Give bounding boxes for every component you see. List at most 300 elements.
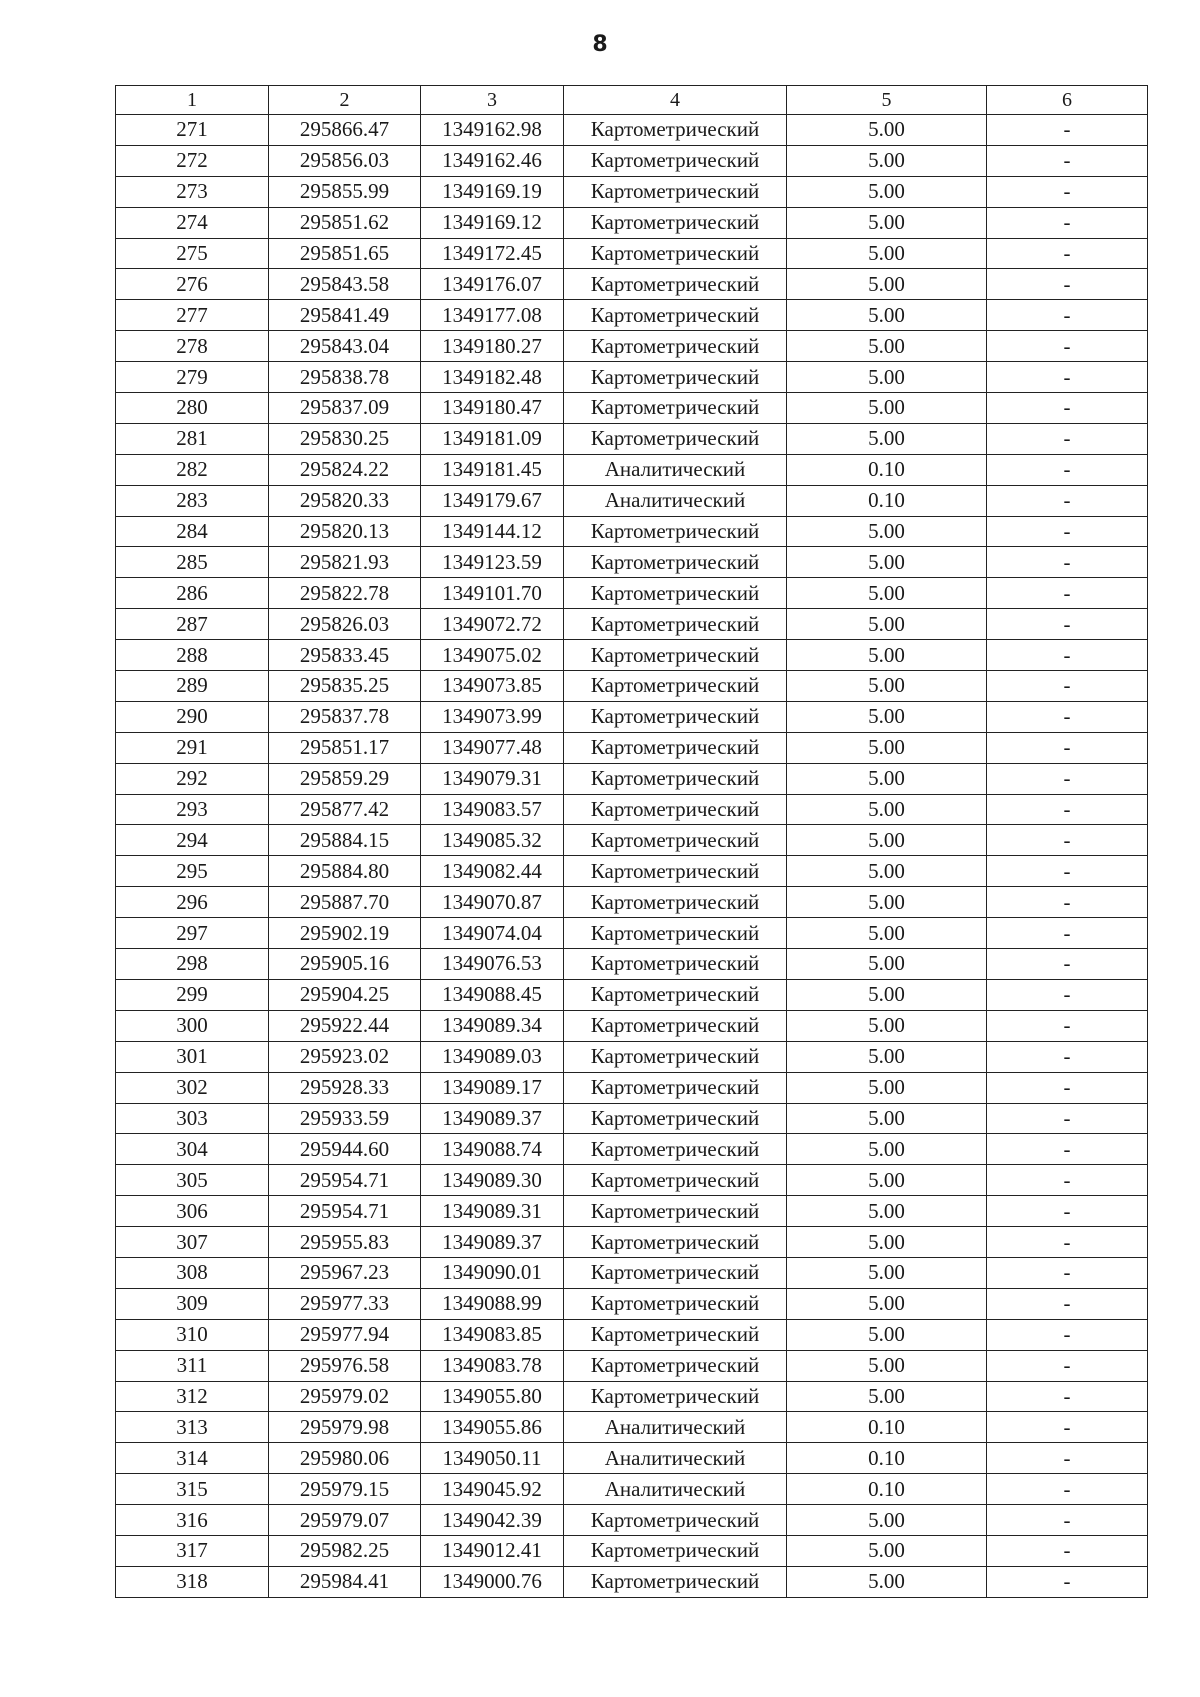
y-coordinate-cell: 1349070.87: [421, 887, 564, 918]
table-row: [116, 1350, 1148, 1381]
x-coordinate-cell: 295833.45: [269, 640, 421, 671]
y-coordinate-cell: 1349089.31: [421, 1196, 564, 1227]
x-coordinate-cell: 295851.62: [269, 207, 421, 238]
method-cell: Картометрический: [564, 1072, 787, 1103]
x-coordinate-cell: 295979.98: [269, 1412, 421, 1443]
y-coordinate-cell: 1349042.39: [421, 1505, 564, 1536]
y-coordinate-cell: 1349089.03: [421, 1041, 564, 1072]
method-cell: Картометрический: [564, 1227, 787, 1258]
method-cell: Картометрический: [564, 269, 787, 300]
table-row: [116, 269, 1148, 300]
point-number-cell: 309: [116, 1288, 269, 1319]
note-cell: -: [987, 1288, 1148, 1319]
x-coordinate-cell: 295851.65: [269, 238, 421, 269]
x-coordinate-cell: 295980.06: [269, 1443, 421, 1474]
x-coordinate-cell: 295838.78: [269, 362, 421, 393]
point-number-cell: 272: [116, 145, 269, 176]
point-number-cell: 301: [116, 1041, 269, 1072]
method-cell: Картометрический: [564, 238, 787, 269]
y-coordinate-cell: 1349089.37: [421, 1103, 564, 1134]
note-cell: -: [987, 115, 1148, 146]
accuracy-cell: 5.00: [787, 1566, 987, 1597]
accuracy-cell: 5.00: [787, 1350, 987, 1381]
point-number-cell: 310: [116, 1319, 269, 1350]
accuracy-cell: 5.00: [787, 1196, 987, 1227]
table-row: [116, 1443, 1148, 1474]
table-body: [116, 115, 1148, 1598]
accuracy-cell: 5.00: [787, 1010, 987, 1041]
method-cell: Картометрический: [564, 176, 787, 207]
accuracy-cell: 5.00: [787, 825, 987, 856]
x-coordinate-cell: 295877.42: [269, 794, 421, 825]
y-coordinate-cell: 1349181.45: [421, 454, 564, 485]
column-header: 4: [564, 86, 787, 115]
accuracy-cell: 5.00: [787, 701, 987, 732]
note-cell: -: [987, 763, 1148, 794]
table-row: [116, 393, 1148, 424]
method-cell: Картометрический: [564, 1196, 787, 1227]
point-number-cell: 311: [116, 1350, 269, 1381]
note-cell: -: [987, 1257, 1148, 1288]
method-cell: Картометрический: [564, 331, 787, 362]
y-coordinate-cell: 1349083.57: [421, 794, 564, 825]
x-coordinate-cell: 295922.44: [269, 1010, 421, 1041]
y-coordinate-cell: 1349076.53: [421, 949, 564, 980]
table-row: [116, 300, 1148, 331]
x-coordinate-cell: 295884.80: [269, 856, 421, 887]
x-coordinate-cell: 295843.58: [269, 269, 421, 300]
x-coordinate-cell: 295979.07: [269, 1505, 421, 1536]
accuracy-cell: 5.00: [787, 1103, 987, 1134]
note-cell: -: [987, 1474, 1148, 1505]
accuracy-cell: 5.00: [787, 1505, 987, 1536]
note-cell: -: [987, 485, 1148, 516]
x-coordinate-cell: 295824.22: [269, 454, 421, 485]
point-number-cell: 303: [116, 1103, 269, 1134]
y-coordinate-cell: 1349072.72: [421, 609, 564, 640]
accuracy-cell: 5.00: [787, 331, 987, 362]
method-cell: Картометрический: [564, 794, 787, 825]
note-cell: -: [987, 145, 1148, 176]
accuracy-cell: 5.00: [787, 794, 987, 825]
accuracy-cell: 5.00: [787, 362, 987, 393]
y-coordinate-cell: 1349089.34: [421, 1010, 564, 1041]
method-cell: Картометрический: [564, 362, 787, 393]
table-row: [116, 979, 1148, 1010]
x-coordinate-cell: 295821.93: [269, 547, 421, 578]
table-row: [116, 1165, 1148, 1196]
point-number-cell: 295: [116, 856, 269, 887]
method-cell: Картометрический: [564, 1041, 787, 1072]
point-number-cell: 292: [116, 763, 269, 794]
note-cell: -: [987, 918, 1148, 949]
x-coordinate-cell: 295977.94: [269, 1319, 421, 1350]
note-cell: -: [987, 1196, 1148, 1227]
accuracy-cell: 5.00: [787, 1381, 987, 1412]
y-coordinate-cell: 1349074.04: [421, 918, 564, 949]
y-coordinate-cell: 1349179.67: [421, 485, 564, 516]
y-coordinate-cell: 1349082.44: [421, 856, 564, 887]
accuracy-cell: 5.00: [787, 1257, 987, 1288]
y-coordinate-cell: 1349169.12: [421, 207, 564, 238]
y-coordinate-cell: 1349101.70: [421, 578, 564, 609]
table-row: [116, 701, 1148, 732]
table-row: [116, 1535, 1148, 1566]
accuracy-cell: 5.00: [787, 547, 987, 578]
x-coordinate-cell: 295837.09: [269, 393, 421, 424]
accuracy-cell: 5.00: [787, 516, 987, 547]
point-number-cell: 288: [116, 640, 269, 671]
point-number-cell: 297: [116, 918, 269, 949]
method-cell: Картометрический: [564, 145, 787, 176]
point-number-cell: 312: [116, 1381, 269, 1412]
table-row: [116, 1227, 1148, 1258]
column-header: 6: [987, 86, 1148, 115]
table-row: [116, 1566, 1148, 1597]
point-number-cell: 276: [116, 269, 269, 300]
method-cell: Картометрический: [564, 578, 787, 609]
note-cell: -: [987, 176, 1148, 207]
accuracy-cell: 0.10: [787, 1474, 987, 1505]
accuracy-cell: 5.00: [787, 176, 987, 207]
point-number-cell: 285: [116, 547, 269, 578]
y-coordinate-cell: 1349089.37: [421, 1227, 564, 1258]
accuracy-cell: 5.00: [787, 300, 987, 331]
method-cell: Картометрический: [564, 1566, 787, 1597]
x-coordinate-cell: 295830.25: [269, 423, 421, 454]
point-number-cell: 290: [116, 701, 269, 732]
x-coordinate-cell: 295835.25: [269, 671, 421, 702]
x-coordinate-cell: 295982.25: [269, 1535, 421, 1566]
method-cell: Картометрический: [564, 1535, 787, 1566]
x-coordinate-cell: 295837.78: [269, 701, 421, 732]
y-coordinate-cell: 1349089.30: [421, 1165, 564, 1196]
accuracy-cell: 5.00: [787, 640, 987, 671]
method-cell: Аналитический: [564, 1412, 787, 1443]
table-row: [116, 825, 1148, 856]
y-coordinate-cell: 1349177.08: [421, 300, 564, 331]
note-cell: -: [987, 1010, 1148, 1041]
method-cell: Картометрический: [564, 1134, 787, 1165]
table-row: [116, 115, 1148, 146]
table-row: [116, 423, 1148, 454]
x-coordinate-cell: 295976.58: [269, 1350, 421, 1381]
table-row: [116, 145, 1148, 176]
point-number-cell: 279: [116, 362, 269, 393]
x-coordinate-cell: 295841.49: [269, 300, 421, 331]
table-row: [116, 1134, 1148, 1165]
accuracy-cell: 5.00: [787, 671, 987, 702]
x-coordinate-cell: 295887.70: [269, 887, 421, 918]
table-row: [116, 794, 1148, 825]
method-cell: Картометрический: [564, 300, 787, 331]
method-cell: Картометрический: [564, 856, 787, 887]
point-number-cell: 287: [116, 609, 269, 640]
table-row: [116, 732, 1148, 763]
x-coordinate-cell: 295979.02: [269, 1381, 421, 1412]
accuracy-cell: 0.10: [787, 454, 987, 485]
x-coordinate-cell: 295984.41: [269, 1566, 421, 1597]
y-coordinate-cell: 1349088.45: [421, 979, 564, 1010]
point-number-cell: 283: [116, 485, 269, 516]
y-coordinate-cell: 1349162.98: [421, 115, 564, 146]
table-row: [116, 547, 1148, 578]
table-row: [116, 331, 1148, 362]
note-cell: -: [987, 1505, 1148, 1536]
x-coordinate-cell: 295944.60: [269, 1134, 421, 1165]
x-coordinate-cell: 295866.47: [269, 115, 421, 146]
y-coordinate-cell: 1349085.32: [421, 825, 564, 856]
y-coordinate-cell: 1349088.74: [421, 1134, 564, 1165]
point-number-cell: 307: [116, 1227, 269, 1258]
y-coordinate-cell: 1349180.27: [421, 331, 564, 362]
accuracy-cell: 5.00: [787, 207, 987, 238]
point-number-cell: 284: [116, 516, 269, 547]
point-number-cell: 286: [116, 578, 269, 609]
x-coordinate-cell: 295954.71: [269, 1196, 421, 1227]
accuracy-cell: 5.00: [787, 1041, 987, 1072]
y-coordinate-cell: 1349055.86: [421, 1412, 564, 1443]
note-cell: -: [987, 362, 1148, 393]
point-number-cell: 273: [116, 176, 269, 207]
method-cell: Картометрический: [564, 979, 787, 1010]
x-coordinate-cell: 295855.99: [269, 176, 421, 207]
x-coordinate-cell: 295904.25: [269, 979, 421, 1010]
x-coordinate-cell: 295905.16: [269, 949, 421, 980]
table-row: [116, 1288, 1148, 1319]
table-row: [116, 238, 1148, 269]
accuracy-cell: 5.00: [787, 949, 987, 980]
note-cell: -: [987, 393, 1148, 424]
column-header: 3: [421, 86, 564, 115]
table-row: [116, 578, 1148, 609]
column-header: 2: [269, 86, 421, 115]
y-coordinate-cell: 1349000.76: [421, 1566, 564, 1597]
column-header: 5: [787, 86, 987, 115]
note-cell: -: [987, 856, 1148, 887]
method-cell: Картометрический: [564, 393, 787, 424]
method-cell: Картометрический: [564, 1319, 787, 1350]
y-coordinate-cell: 1349144.12: [421, 516, 564, 547]
y-coordinate-cell: 1349083.85: [421, 1319, 564, 1350]
note-cell: -: [987, 1072, 1148, 1103]
note-cell: -: [987, 701, 1148, 732]
point-number-cell: 298: [116, 949, 269, 980]
accuracy-cell: 5.00: [787, 1535, 987, 1566]
method-cell: Аналитический: [564, 1474, 787, 1505]
table-row: [116, 1257, 1148, 1288]
method-cell: Картометрический: [564, 1165, 787, 1196]
method-cell: Картометрический: [564, 671, 787, 702]
y-coordinate-cell: 1349012.41: [421, 1535, 564, 1566]
method-cell: Аналитический: [564, 454, 787, 485]
point-number-cell: 300: [116, 1010, 269, 1041]
table-row: [116, 1381, 1148, 1412]
table-row: [116, 640, 1148, 671]
note-cell: -: [987, 1103, 1148, 1134]
accuracy-cell: 5.00: [787, 145, 987, 176]
coordinates-table: [115, 85, 1148, 1598]
accuracy-cell: 5.00: [787, 609, 987, 640]
table-row: [116, 176, 1148, 207]
accuracy-cell: 5.00: [787, 1072, 987, 1103]
x-coordinate-cell: 295954.71: [269, 1165, 421, 1196]
x-coordinate-cell: 295856.03: [269, 145, 421, 176]
point-number-cell: 316: [116, 1505, 269, 1536]
point-number-cell: 278: [116, 331, 269, 362]
accuracy-cell: 0.10: [787, 1443, 987, 1474]
y-coordinate-cell: 1349176.07: [421, 269, 564, 300]
accuracy-cell: 5.00: [787, 238, 987, 269]
point-number-cell: 318: [116, 1566, 269, 1597]
note-cell: -: [987, 640, 1148, 671]
accuracy-cell: 5.00: [787, 423, 987, 454]
point-number-cell: 280: [116, 393, 269, 424]
note-cell: -: [987, 516, 1148, 547]
note-cell: -: [987, 887, 1148, 918]
accuracy-cell: 5.00: [787, 856, 987, 887]
note-cell: -: [987, 423, 1148, 454]
point-number-cell: 289: [116, 671, 269, 702]
y-coordinate-cell: 1349073.99: [421, 701, 564, 732]
accuracy-cell: 5.00: [787, 115, 987, 146]
table-row: [116, 1010, 1148, 1041]
y-coordinate-cell: 1349090.01: [421, 1257, 564, 1288]
accuracy-cell: 5.00: [787, 1165, 987, 1196]
point-number-cell: 281: [116, 423, 269, 454]
table-row: [116, 856, 1148, 887]
accuracy-cell: 5.00: [787, 269, 987, 300]
method-cell: Картометрический: [564, 516, 787, 547]
note-cell: -: [987, 1165, 1148, 1196]
note-cell: -: [987, 331, 1148, 362]
note-cell: -: [987, 578, 1148, 609]
table-row: [116, 516, 1148, 547]
accuracy-cell: 5.00: [787, 918, 987, 949]
table-row: [116, 1041, 1148, 1072]
point-number-cell: 277: [116, 300, 269, 331]
note-cell: -: [987, 547, 1148, 578]
note-cell: -: [987, 238, 1148, 269]
method-cell: Картометрический: [564, 1350, 787, 1381]
y-coordinate-cell: 1349050.11: [421, 1443, 564, 1474]
note-cell: -: [987, 1381, 1148, 1412]
point-number-cell: 302: [116, 1072, 269, 1103]
note-cell: -: [987, 732, 1148, 763]
accuracy-cell: 5.00: [787, 979, 987, 1010]
y-coordinate-cell: 1349180.47: [421, 393, 564, 424]
x-coordinate-cell: 295822.78: [269, 578, 421, 609]
point-number-cell: 274: [116, 207, 269, 238]
x-coordinate-cell: 295826.03: [269, 609, 421, 640]
table-row: [116, 1412, 1148, 1443]
table-row: [116, 454, 1148, 485]
table-row: [116, 1505, 1148, 1536]
y-coordinate-cell: 1349045.92: [421, 1474, 564, 1505]
y-coordinate-cell: 1349079.31: [421, 763, 564, 794]
note-cell: -: [987, 1412, 1148, 1443]
x-coordinate-cell: 295933.59: [269, 1103, 421, 1134]
table-row: [116, 207, 1148, 238]
note-cell: -: [987, 207, 1148, 238]
note-cell: -: [987, 979, 1148, 1010]
x-coordinate-cell: 295851.17: [269, 732, 421, 763]
method-cell: Картометрический: [564, 763, 787, 794]
method-cell: Картометрический: [564, 115, 787, 146]
x-coordinate-cell: 295902.19: [269, 918, 421, 949]
accuracy-cell: 5.00: [787, 763, 987, 794]
method-cell: Картометрический: [564, 1505, 787, 1536]
y-coordinate-cell: 1349055.80: [421, 1381, 564, 1412]
method-cell: Картометрический: [564, 423, 787, 454]
point-number-cell: 317: [116, 1535, 269, 1566]
y-coordinate-cell: 1349088.99: [421, 1288, 564, 1319]
page-number: 8: [592, 32, 608, 57]
method-cell: Картометрический: [564, 640, 787, 671]
table-header-row: [116, 86, 1148, 115]
note-cell: -: [987, 1535, 1148, 1566]
note-cell: -: [987, 671, 1148, 702]
point-number-cell: 306: [116, 1196, 269, 1227]
method-cell: Картометрический: [564, 1381, 787, 1412]
point-number-cell: 305: [116, 1165, 269, 1196]
table-row: [116, 1319, 1148, 1350]
x-coordinate-cell: 295928.33: [269, 1072, 421, 1103]
x-coordinate-cell: 295843.04: [269, 331, 421, 362]
accuracy-cell: 5.00: [787, 393, 987, 424]
method-cell: Картометрический: [564, 732, 787, 763]
method-cell: Картометрический: [564, 1257, 787, 1288]
y-coordinate-cell: 1349172.45: [421, 238, 564, 269]
accuracy-cell: 5.00: [787, 1319, 987, 1350]
accuracy-cell: 5.00: [787, 887, 987, 918]
method-cell: Картометрический: [564, 1288, 787, 1319]
x-coordinate-cell: 295967.23: [269, 1257, 421, 1288]
accuracy-cell: 0.10: [787, 1412, 987, 1443]
point-number-cell: 291: [116, 732, 269, 763]
point-number-cell: 275: [116, 238, 269, 269]
method-cell: Картометрический: [564, 701, 787, 732]
x-coordinate-cell: 295923.02: [269, 1041, 421, 1072]
point-number-cell: 271: [116, 115, 269, 146]
y-coordinate-cell: 1349169.19: [421, 176, 564, 207]
table-row: [116, 1474, 1148, 1505]
table-row: [116, 671, 1148, 702]
table-row: [116, 362, 1148, 393]
point-number-cell: 308: [116, 1257, 269, 1288]
y-coordinate-cell: 1349077.48: [421, 732, 564, 763]
table-row: [116, 887, 1148, 918]
x-coordinate-cell: 295884.15: [269, 825, 421, 856]
accuracy-cell: 5.00: [787, 1288, 987, 1319]
accuracy-cell: 5.00: [787, 578, 987, 609]
y-coordinate-cell: 1349089.17: [421, 1072, 564, 1103]
note-cell: -: [987, 825, 1148, 856]
x-coordinate-cell: 295859.29: [269, 763, 421, 794]
point-number-cell: 294: [116, 825, 269, 856]
method-cell: Картометрический: [564, 887, 787, 918]
method-cell: Аналитический: [564, 485, 787, 516]
note-cell: -: [987, 269, 1148, 300]
point-number-cell: 314: [116, 1443, 269, 1474]
accuracy-cell: 0.10: [787, 485, 987, 516]
accuracy-cell: 5.00: [787, 1227, 987, 1258]
method-cell: Картометрический: [564, 1010, 787, 1041]
note-cell: -: [987, 1134, 1148, 1165]
table-row: [116, 1196, 1148, 1227]
note-cell: -: [987, 1443, 1148, 1474]
table-row: [116, 609, 1148, 640]
